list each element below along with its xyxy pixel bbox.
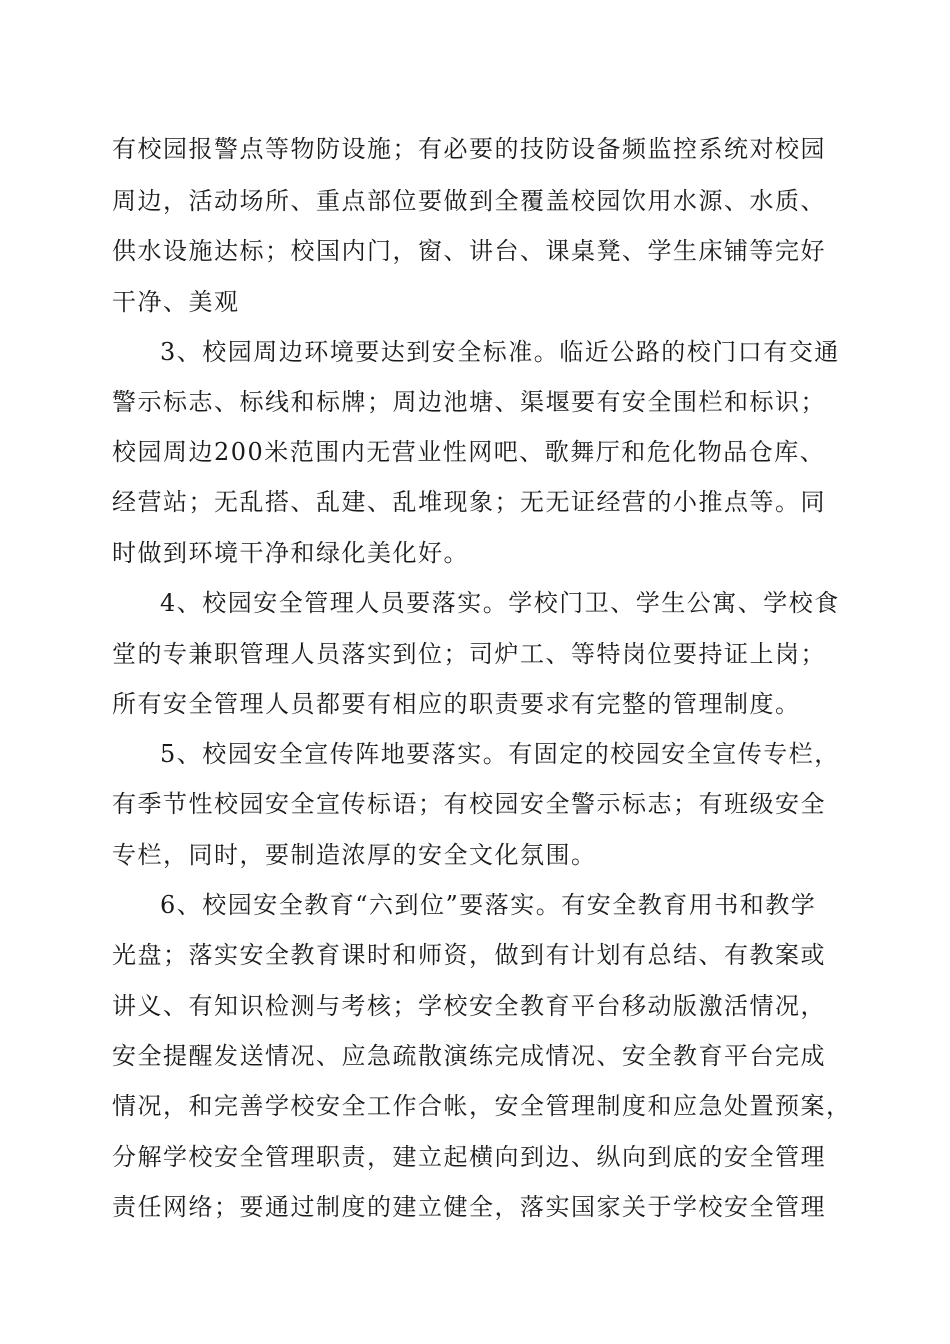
paragraph-3-first-line: 3、校园周边环境要达到安全标准。临近公路的校门口有交通 xyxy=(160,338,840,366)
text-line: 有季节性校园安全宣传标语；有校园安全警示标志；有班级安全 xyxy=(112,790,826,818)
text-line: 供水设施达标；校国内门，窗、讲台、课桌凳、学生床铺等完好 xyxy=(112,237,826,265)
text-line: 校园周边200米范围内无营业性网吧、歌舞厅和危化物品仓库、 xyxy=(112,438,826,466)
text-line: 周边，活动场所、重点部位要做到全覆盖校园饮用水源、水质、 xyxy=(112,187,826,215)
text-line: 所有安全管理人员都要有相应的职责要求有完整的管理制度。 xyxy=(112,690,801,718)
text-line: 堂的专兼职管理人员落实到位；司炉工、等特岗位要持证上岗； xyxy=(112,640,826,668)
text-line: 时做到环境干净和绿化美化好。 xyxy=(112,539,469,567)
text-line: 专栏，同时，要制造浓厚的安全文化氛围。 xyxy=(112,841,597,869)
paragraph-6-first-line: 6、校园安全教育“六到位”要落实。有安全教育用书和教学 xyxy=(160,891,817,919)
text-line: 讲义、有知识检测与考核；学校安全教育平台移动版激活情况， xyxy=(112,992,826,1020)
text-line: 责任网络；要通过制度的建立健全，落实国家关于学校安全管理 xyxy=(112,1193,826,1221)
paragraph-4-first-line: 4、校园安全管理人员要落实。学校门卫、学生公寓、学校食 xyxy=(160,589,840,617)
text-line: 有校园报警点等物防设施；有必要的技防设备频监控系统对校园 xyxy=(112,135,826,163)
text-line: 干净、美观 xyxy=(112,288,240,316)
text-line: 警示标志、标线和标牌；周边池塘、渠堰要有安全围栏和标识； xyxy=(112,388,826,416)
text-line: 安全提醒发送情况、应急疏散演练完成情况、安全教育平台完成 xyxy=(112,1042,826,1070)
paragraph-5-first-line: 5、校园安全宣传阵地要落实。有固定的校园安全宣传专栏， xyxy=(160,740,840,768)
text-line: 情况，和完善学校安全工作合帐，安全管理制度和应急处置预案， xyxy=(112,1092,852,1120)
text-line: 分解学校安全管理职责，建立起横向到边、纵向到底的安全管理 xyxy=(112,1143,826,1171)
text-line: 光盘；落实安全教育课时和师资，做到有计划有总结、有教案或 xyxy=(112,941,826,969)
text-line: 经营站；无乱搭、乱建、乱堆现象；无无证经营的小推点等。同 xyxy=(112,488,826,516)
